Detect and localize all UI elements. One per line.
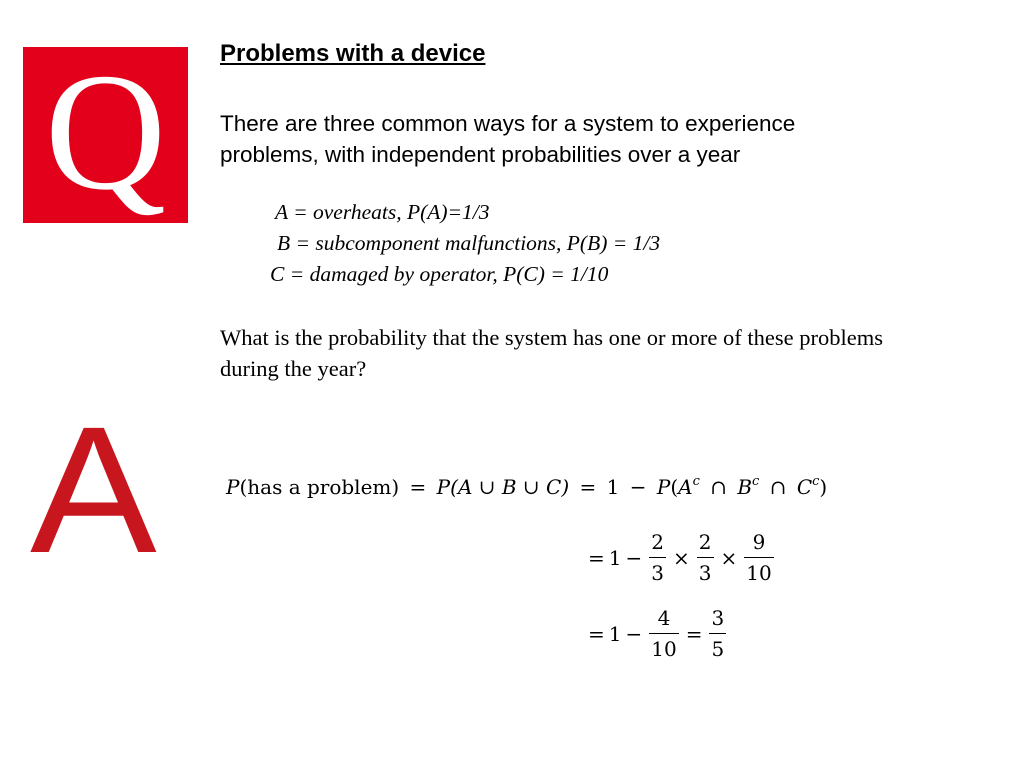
answer-logo: [30, 389, 157, 591]
problem-intro: There are three common ways for a system to experience problems, with independent probabilities over a year: [220, 111, 796, 167]
solution-line-2: = 1 − $\frac{2}{3}$ × $\frac{2}{3}$ × $\frac{9}{10}$: [588, 530, 772, 585]
event-a: A = overheats, P(A)=1/3: [275, 200, 490, 224]
question-logo: [23, 39, 188, 225]
event-c: C = damaged by operator, P(C) = 1/10: [270, 262, 609, 286]
fraction: $\frac{9}{10}$: [746, 530, 772, 585]
fraction: $\frac{2}{3}$: [651, 530, 664, 585]
event-b: B = subcomponent malfunctions, P(B) = 1/3: [277, 231, 661, 255]
question-logo-letter: Q: [44, 39, 167, 225]
page-title: Problems with a device: [220, 40, 486, 67]
fraction: $\frac{3}{5}$: [711, 606, 725, 661]
fraction: $\frac{2}{3}$: [698, 530, 712, 585]
answer-logo-letter: A: [30, 389, 157, 591]
fraction: $\frac{4}{10}$: [651, 606, 677, 661]
solution-line-3: = 1 − $\frac{4}{10}$ = $\frac{3}{5}$: [588, 606, 725, 661]
problem-question: What is the probability that the system has one or more of these problems during the year?: [220, 325, 883, 381]
solution-line-1: P(has a problem) = P(A ∪ B ∪ $C) = 1 - P(A^c$ ∩ $B^c$ ∩ $C^c$): [226, 474, 828, 499]
